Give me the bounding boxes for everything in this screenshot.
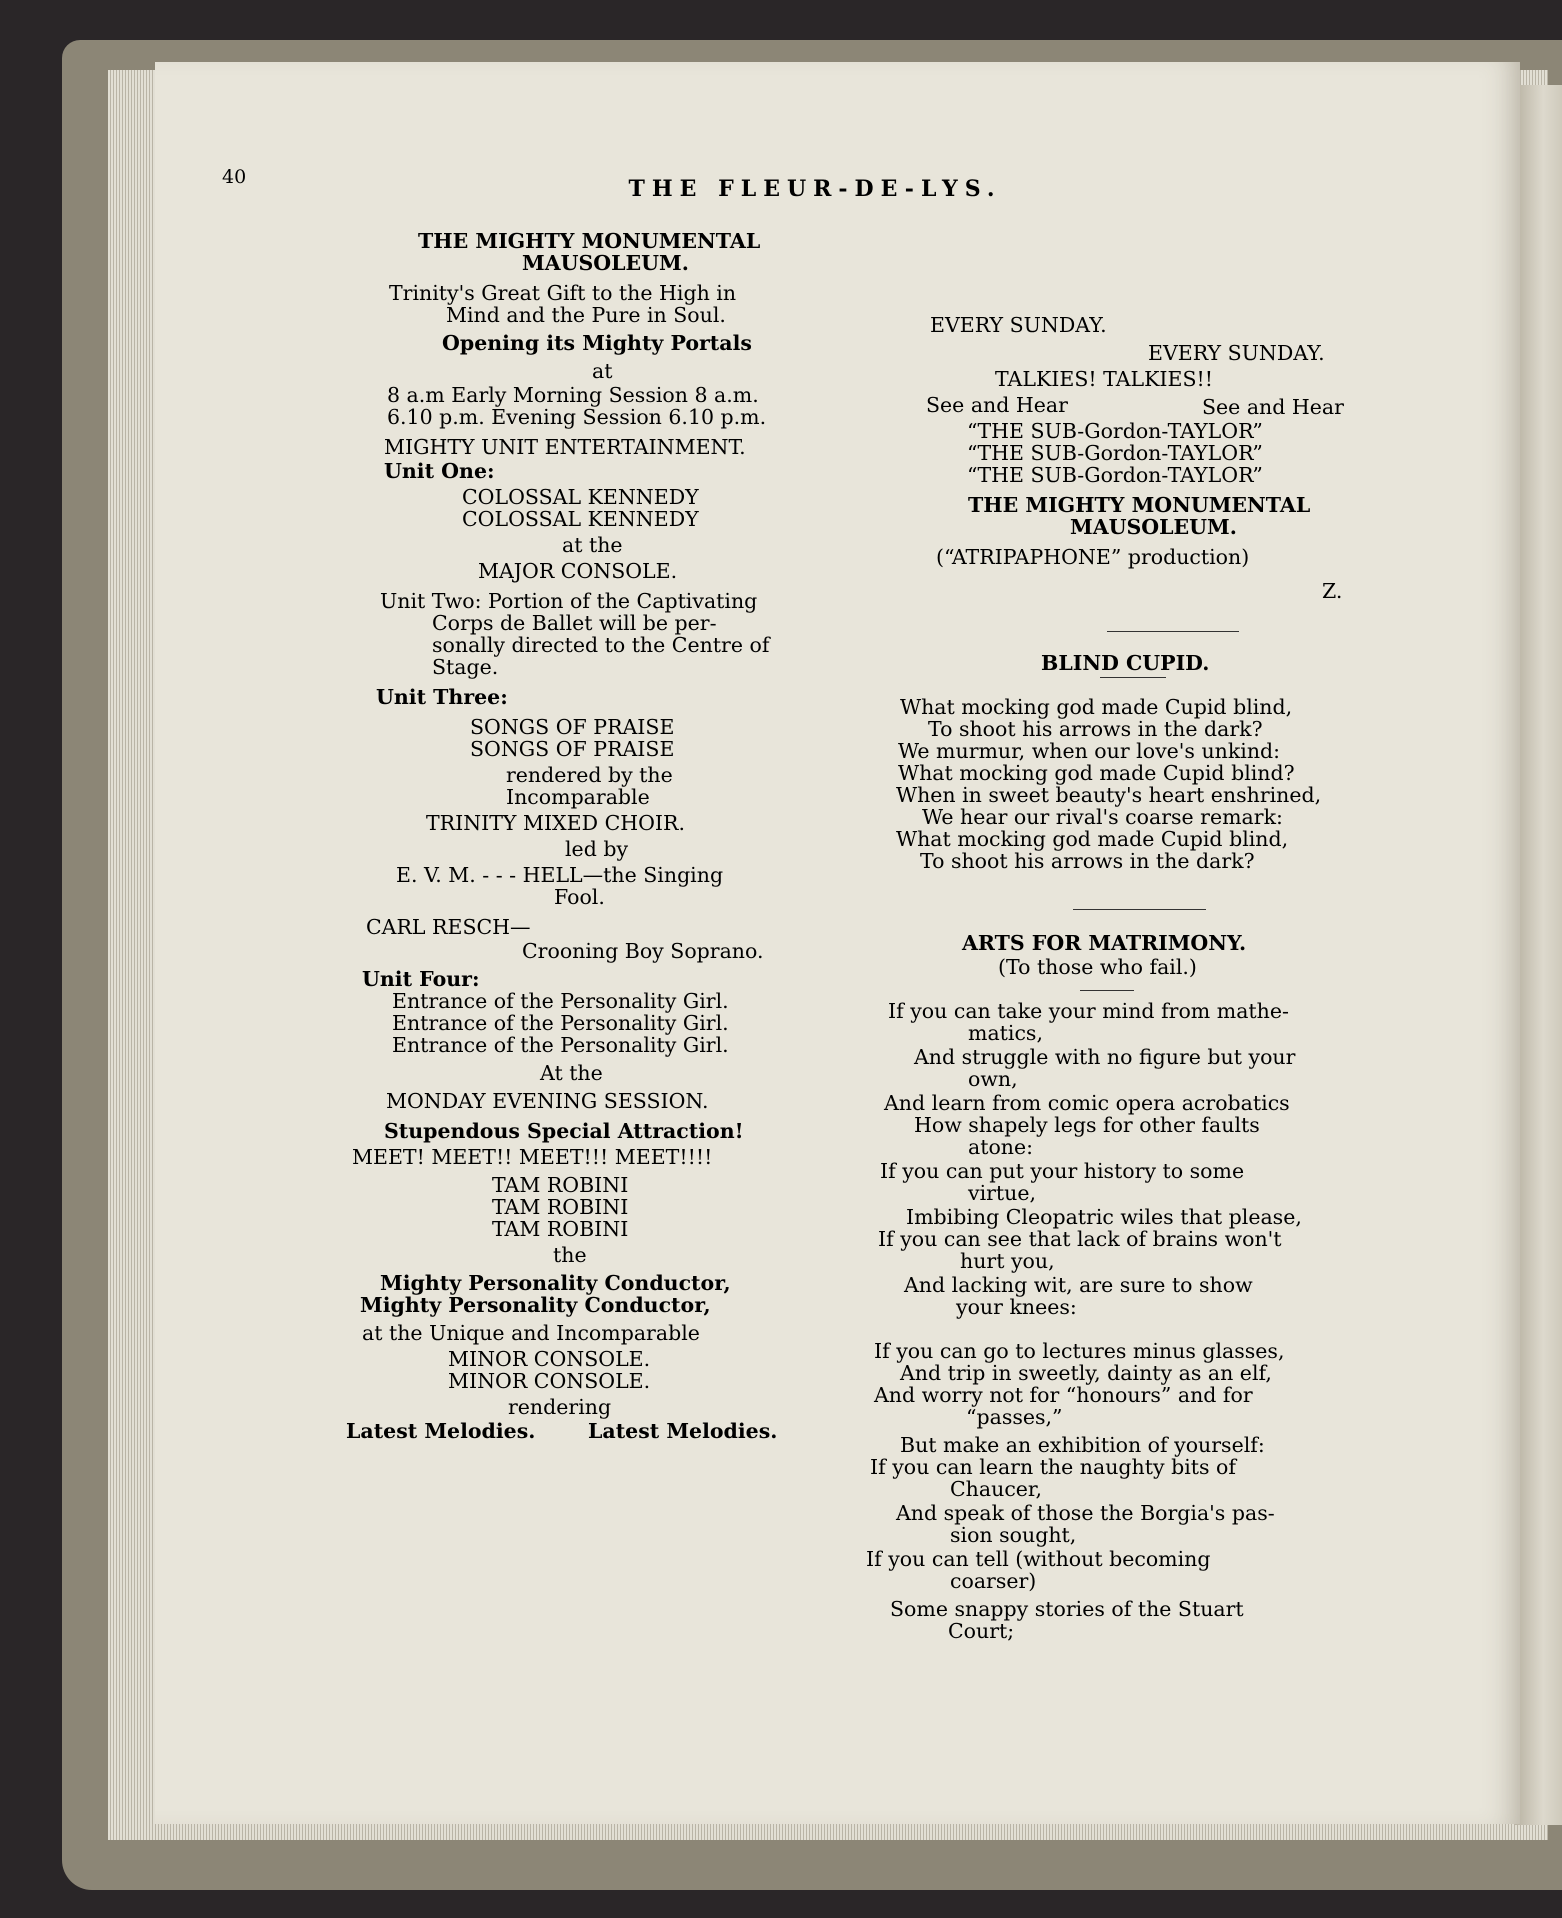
heading-line: MAUSOLEUM.	[522, 251, 689, 275]
poem-line: How shapely legs for other faults	[914, 1113, 1260, 1137]
text-line: the	[553, 1243, 587, 1267]
divider	[1073, 909, 1206, 910]
text-line: “THE SUB-Gordon-TAYLOR”	[967, 419, 1263, 443]
poem-line: And speak of those the Borgia's pas-	[896, 1501, 1275, 1525]
text-line: MINOR CONSOLE.	[448, 1369, 651, 1393]
poem-line: If you can learn the naughty bits of	[870, 1455, 1236, 1479]
text-line: sonally directed to the Centre of	[432, 633, 770, 657]
heading-line: THE MIGHTY MONUMENTAL	[418, 229, 761, 253]
heading-line: THE MIGHTY MONUMENTAL	[968, 493, 1311, 517]
poem-line: Some snappy stories of the Stuart	[890, 1597, 1244, 1621]
poem-line: sion sought,	[950, 1523, 1077, 1547]
text-line: Trinity's Great Gift to the High in	[389, 281, 737, 305]
poem-line: And lacking wit, are sure to show	[904, 1273, 1253, 1297]
text-line: MIGHTY UNIT ENTERTAINMENT.	[384, 435, 746, 459]
poem-line: And trip in sweetly, dainty as an elf,	[900, 1361, 1272, 1385]
text-line: at the	[562, 533, 623, 557]
text-line: MAJOR CONSOLE.	[478, 559, 678, 583]
poem-line: “passes,”	[966, 1405, 1063, 1429]
poem-line: If you can see that lack of brains won't	[878, 1227, 1282, 1251]
poem-line: And learn from comic opera acrobatics	[884, 1091, 1290, 1115]
poem-line: Court;	[948, 1619, 1015, 1643]
heading-line: MAUSOLEUM.	[1070, 515, 1237, 539]
subheading-line: Mighty Personality Conductor,	[360, 1293, 711, 1317]
text-line: MEET! MEET!! MEET!!! MEET!!!!	[352, 1145, 713, 1169]
poem-line: We murmur, when our love's unkind:	[898, 739, 1281, 763]
divider	[1107, 631, 1239, 632]
poem-line: If you can take your mind from mathe-	[888, 999, 1289, 1023]
unit-heading: Unit One:	[384, 459, 495, 483]
poem-line: Chaucer,	[950, 1477, 1042, 1501]
text-line: “THE SUB-Gordon-TAYLOR”	[967, 463, 1263, 487]
poem-line: If you can go to lectures minus glasses,	[874, 1339, 1285, 1363]
divider	[1100, 677, 1166, 678]
text-line: SONGS OF PRAISE	[470, 715, 675, 739]
text-line: led by	[565, 837, 629, 861]
unit-heading: Unit Three:	[376, 685, 508, 709]
text-line: at the Unique and Incomparable	[362, 1321, 700, 1345]
text-line: at	[592, 359, 613, 383]
text-line: Stage.	[432, 655, 499, 679]
text-line: Crooning Boy Soprano.	[522, 939, 764, 963]
poem-line: hurt you,	[960, 1249, 1055, 1273]
text-line: At the	[540, 1061, 603, 1085]
book-page	[155, 62, 1520, 1824]
text-line: Mind and the Pure in Soul.	[446, 303, 726, 327]
poem-line: To shoot his arrows in the dark?	[928, 717, 1263, 741]
text-line: (“ATRIPAPHONE” production)	[936, 545, 1250, 569]
text-line: CARL RESCH—	[366, 915, 531, 939]
text-line: E. V. M. - - - HELL—the Singing	[396, 863, 724, 887]
poem-line: coarser)	[950, 1569, 1037, 1593]
text-line: Corps de Ballet will be per-	[432, 611, 717, 635]
text-line: See and Hear	[926, 393, 1068, 417]
running-head: THE FLEUR-DE-LYS.	[628, 176, 1002, 202]
text-line: EVERY SUNDAY.	[930, 313, 1107, 337]
text-line: TAM ROBINI	[492, 1173, 629, 1197]
poem-line: What mocking god made Cupid blind,	[896, 827, 1289, 851]
text-line: Entrance of the Personality Girl.	[392, 989, 729, 1013]
text-line: TALKIES! TALKIES!!	[995, 367, 1214, 391]
poem-line: virtue,	[968, 1181, 1037, 1205]
text-line: Entrance of the Personality Girl.	[392, 1011, 729, 1035]
text-line: COLOSSAL KENNEDY	[462, 507, 699, 531]
poem-line: If you can tell (without becoming	[866, 1547, 1211, 1571]
text-line: 6.10 p.m. Evening Session 6.10 p.m.	[387, 405, 767, 429]
text-line: Incomparable	[506, 785, 650, 809]
poem-line: own,	[968, 1067, 1018, 1091]
divider	[1080, 990, 1134, 991]
poem-title: ARTS FOR MATRIMONY.	[962, 931, 1247, 955]
page-number: 40	[222, 166, 247, 188]
poem-line: your knees:	[956, 1295, 1077, 1319]
poem-subtitle: (To those who fail.)	[998, 955, 1197, 979]
text-line: SONGS OF PRAISE	[470, 737, 675, 761]
subheading-line: Stupendous Special Attraction!	[384, 1119, 744, 1143]
unit-heading: Unit Two: Portion of the Captivating	[380, 589, 758, 613]
text-line: TRINITY MIXED CHOIR.	[426, 811, 685, 835]
poem-line: What mocking god made Cupid blind,	[900, 695, 1293, 719]
poem-line: matics,	[968, 1021, 1043, 1045]
subheading-line: Latest Melodies.	[346, 1419, 536, 1443]
text-line: COLOSSAL KENNEDY	[462, 485, 699, 509]
text-line: MINOR CONSOLE.	[448, 1347, 651, 1371]
poem-line: When in sweet beauty's heart enshrined,	[896, 783, 1322, 807]
text-line: MONDAY EVENING SESSION.	[386, 1089, 709, 1113]
text-line: “THE SUB-Gordon-TAYLOR”	[967, 441, 1263, 465]
poem-line: To shoot his arrows in the dark?	[920, 849, 1255, 873]
text-line: TAM ROBINI	[492, 1217, 629, 1241]
poem-line: What mocking god made Cupid blind?	[898, 761, 1295, 785]
text-line: TAM ROBINI	[492, 1195, 629, 1219]
subheading-line: Mighty Personality Conductor,	[380, 1271, 731, 1295]
signature: Z.	[1322, 579, 1343, 603]
text-line: rendering	[508, 1395, 612, 1419]
poem-line: atone:	[968, 1135, 1034, 1159]
subheading-line: Opening its Mighty Portals	[442, 331, 752, 355]
facing-page-edge	[1515, 85, 1562, 1825]
poem-line: But make an exhibition of yourself:	[900, 1433, 1265, 1457]
poem-line: Imbibing Cleopatric wiles that please,	[906, 1205, 1302, 1229]
poem-line: And struggle with no figure but your	[914, 1045, 1296, 1069]
poem-line: If you can put your history to some	[880, 1159, 1245, 1183]
subheading-line: Latest Melodies.	[588, 1419, 778, 1443]
poem-line: We hear our rival's coarse remark:	[922, 805, 1283, 829]
poem-line: And worry not for “honours” and for	[874, 1383, 1253, 1407]
unit-heading: Unit Four:	[362, 967, 480, 991]
text-line: EVERY SUNDAY.	[1148, 341, 1325, 365]
poem-title: BLIND CUPID.	[1041, 651, 1210, 675]
text-line: Entrance of the Personality Girl.	[392, 1033, 729, 1057]
text-line: 8 a.m Early Morning Session 8 a.m.	[387, 383, 759, 407]
text-line: Fool.	[554, 885, 605, 909]
text-line: rendered by the	[506, 763, 673, 787]
text-line: See and Hear	[1202, 395, 1344, 419]
